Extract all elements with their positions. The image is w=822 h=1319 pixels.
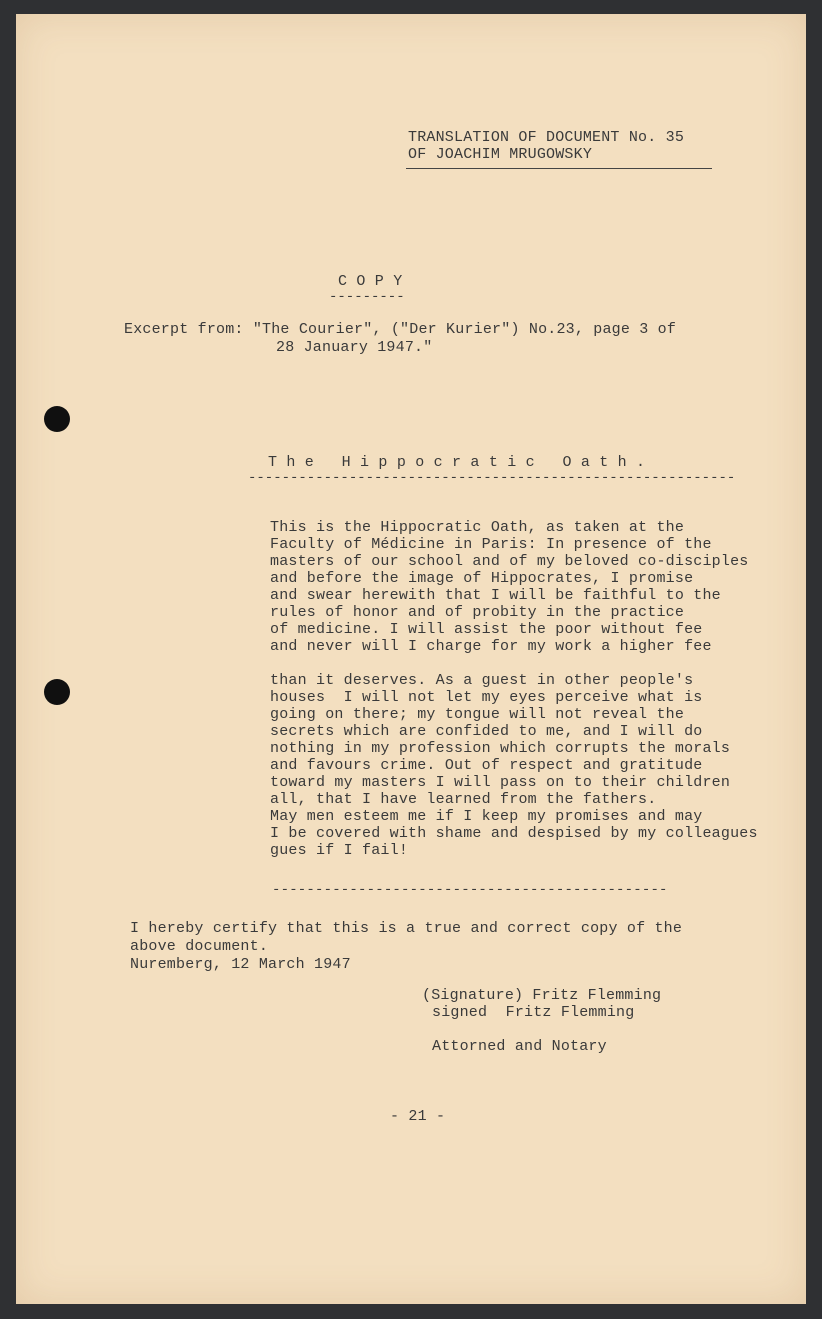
oath-line: and never will I charge for my work a higher fee bbox=[270, 638, 712, 655]
oath-line: all, that I have learned from the fathers. bbox=[270, 791, 657, 808]
excerpt-line-2: 28 January 1947." bbox=[276, 339, 433, 356]
oath-line: and favours crime. Out of respect and gratitude bbox=[270, 757, 703, 774]
oath-line: masters of our school and of my beloved co-disciples bbox=[270, 553, 749, 570]
certification-line-1: I hereby certify that this is a true and correct copy of the bbox=[130, 920, 683, 937]
punch-hole-top bbox=[44, 406, 70, 432]
oath-line: Faculty of Médicine in Paris: In presence of the bbox=[270, 536, 712, 553]
signature-title: Attorned and Notary bbox=[432, 1038, 607, 1055]
oath-line: gues if I fail! bbox=[270, 842, 409, 859]
oath-line: secrets which are confided to me, and I will do bbox=[270, 723, 703, 740]
signature-line-2: signed Fritz Flemming bbox=[432, 1004, 635, 1021]
punch-hole-bottom bbox=[44, 679, 70, 705]
oath-line: rules of honor and of probity in the practice bbox=[270, 604, 685, 621]
oath-line: and before the image of Hippocrates, I promise bbox=[270, 570, 694, 587]
oath-body bbox=[270, 519, 758, 859]
oath-line: and swear herewith that I will be faithful to the bbox=[270, 587, 721, 604]
header-line-2: OF JOACHIM MRUGOWSKY bbox=[408, 146, 593, 163]
oath-line: I be covered with shame and despised by my colleagues bbox=[270, 825, 758, 842]
oath-title: T h e H i p p o c r a t i c O a t h . bbox=[268, 454, 646, 471]
oath-line: than it deserves. As a guest in other people's bbox=[270, 672, 694, 689]
oath-line: May men esteem me if I keep my promises and may bbox=[270, 808, 703, 825]
copy-underline: --------- bbox=[329, 289, 405, 305]
signature-line-1: (Signature) Fritz Flemming bbox=[422, 987, 662, 1004]
oath-line: of medicine. I will assist the poor without fee bbox=[270, 621, 703, 638]
header-line-1: TRANSLATION OF DOCUMENT No. 35 bbox=[408, 129, 685, 146]
page-number: - 21 - bbox=[390, 1108, 446, 1125]
certification-line-2: above document. bbox=[130, 938, 269, 955]
oath-title-underline: ---------------------------------------------------------- bbox=[248, 470, 736, 486]
oath-line: going on there; my tongue will not reveal the bbox=[270, 706, 685, 723]
oath-line: nothing in my profession which corrupts the morals bbox=[270, 740, 731, 757]
oath-line bbox=[270, 655, 758, 672]
document-page bbox=[16, 14, 806, 1304]
oath-line: This is the Hippocratic Oath, as taken at the bbox=[270, 519, 685, 536]
excerpt-line-1: Excerpt from: "The Courier", ("Der Kurier") No.23, page 3 of bbox=[124, 321, 677, 338]
separator-line: ---------------------------------------------- bbox=[272, 882, 668, 898]
certification-line-3: Nuremberg, 12 March 1947 bbox=[130, 956, 351, 973]
copy-label: C O P Y bbox=[338, 273, 403, 290]
header-underline bbox=[406, 168, 712, 169]
oath-line: houses I will not let my eyes perceive what is bbox=[270, 689, 703, 706]
oath-line: toward my masters I will pass on to their children bbox=[270, 774, 731, 791]
